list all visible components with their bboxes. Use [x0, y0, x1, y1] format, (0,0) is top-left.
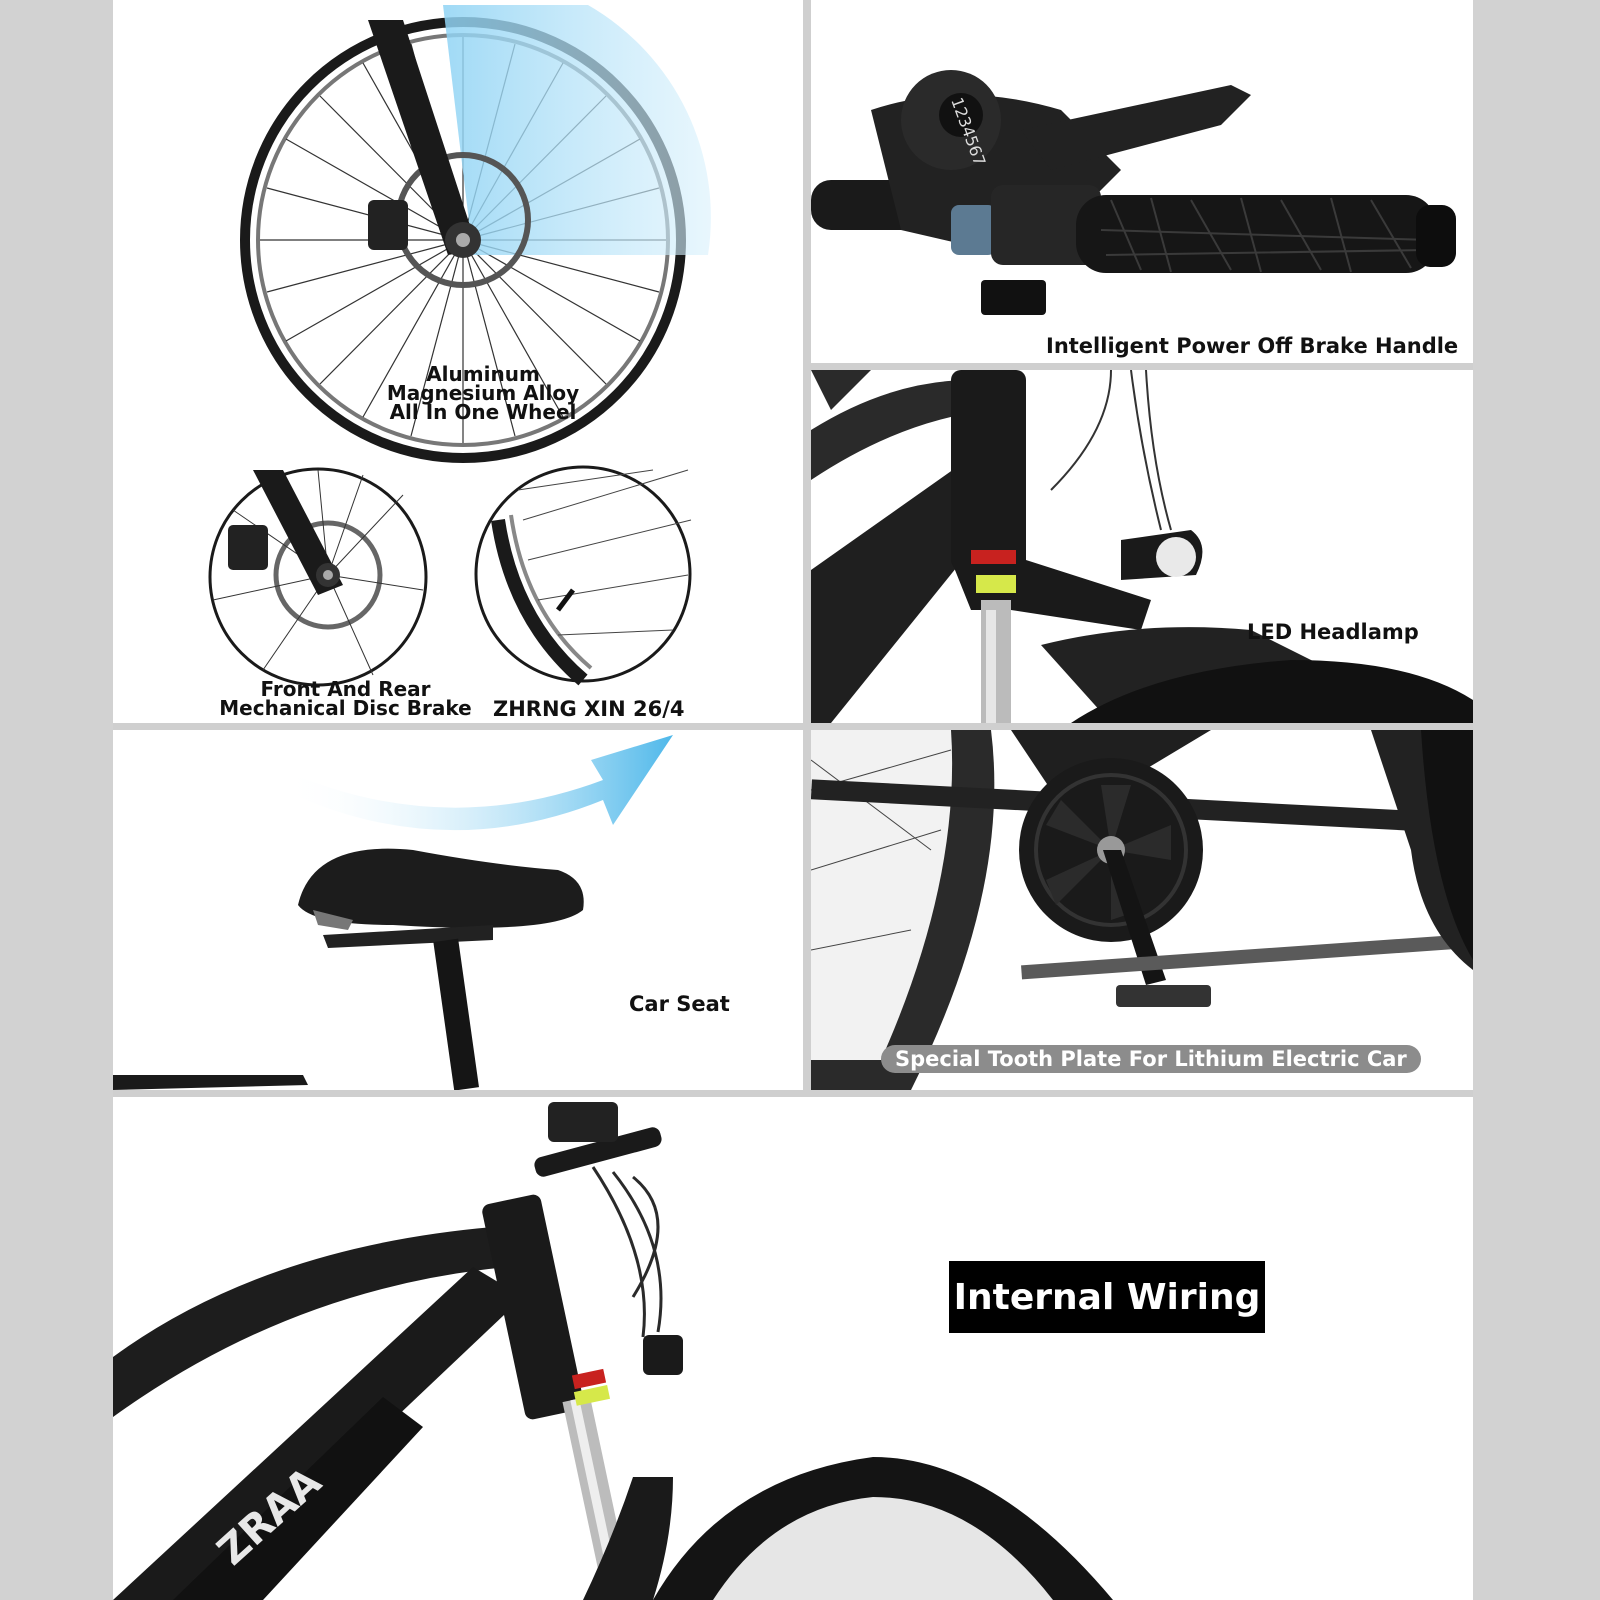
- panel-wheel: [113, 0, 803, 723]
- seatpost: [433, 939, 479, 1090]
- divider-horizontal-2: [113, 1090, 1473, 1097]
- seat-photo: [113, 730, 803, 1090]
- chainring-photo: [811, 730, 1473, 1090]
- shifter-digits: 1234567: [947, 94, 990, 169]
- panel-seat: [113, 730, 803, 1090]
- caption-seat: Car Seat: [629, 992, 730, 1016]
- panel-tooth-plate: [811, 730, 1473, 1090]
- panel-brake-handle: [811, 0, 1473, 363]
- pedal: [1116, 985, 1211, 1007]
- divider-vertical-top: [803, 0, 811, 1090]
- headlamp-photo: [811, 370, 1473, 723]
- divider-horizontal-right: [811, 363, 1473, 370]
- blue-highlight: [443, 5, 711, 255]
- caption-tooth-plate: Special Tooth Plate For Lithium Electric Car: [881, 1045, 1421, 1073]
- caption-wheel: Aluminum Magnesium Alloy All In One Wheel: [386, 362, 580, 424]
- saddle: [298, 849, 584, 928]
- battery-brand: ZRAA: [208, 1458, 331, 1575]
- divider-horizontal-1: [113, 723, 1473, 730]
- bike-front-photo: [113, 1097, 1473, 1600]
- phone-mount: [548, 1102, 618, 1142]
- caption-internal-wiring: Internal Wiring: [949, 1261, 1265, 1333]
- product-collage: [113, 0, 1473, 1600]
- tire-detail: [476, 467, 691, 681]
- disc-brake-detail: [210, 469, 426, 685]
- caption-brake-handle: Intelligent Power Off Brake Handle: [1046, 334, 1459, 358]
- panel-internal-wiring: [113, 1097, 1473, 1600]
- down-tube: [113, 1267, 523, 1600]
- brake-handle-photo: [811, 0, 1473, 363]
- upgrade-arrow: [283, 735, 673, 830]
- caption-disc-brake: Front And Rear Mechanical Disc Brake: [219, 677, 472, 720]
- panel-headlamp: [811, 370, 1473, 723]
- thumb-button: [951, 205, 996, 255]
- headlamp: [643, 1335, 683, 1375]
- caption-headlamp: LED Headlamp: [1247, 620, 1419, 644]
- caption-tire: ZHRNG XIN 26/4: [493, 697, 685, 721]
- brake-lever: [1021, 85, 1251, 170]
